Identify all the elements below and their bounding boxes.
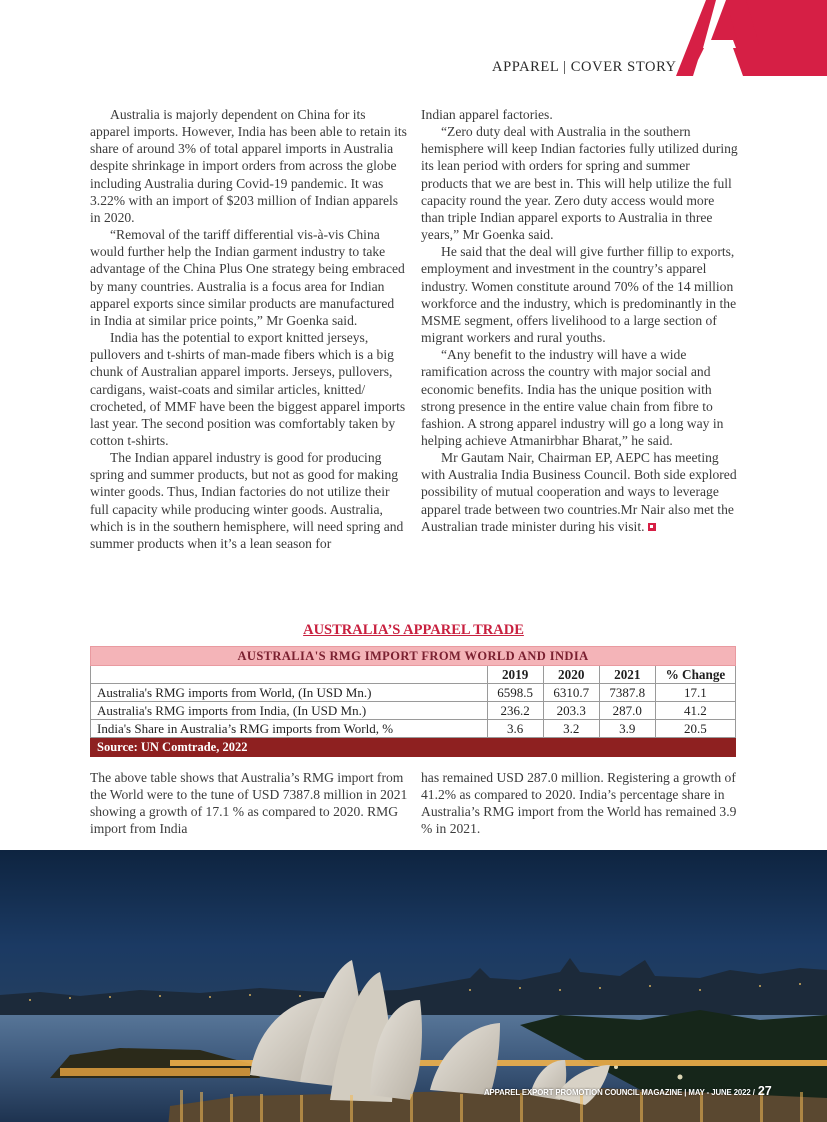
column-header-2021: 2021: [599, 666, 655, 684]
opera-house-photo: [0, 850, 827, 1122]
section-separator: |: [563, 59, 567, 75]
cell-2021: 287.0: [599, 702, 655, 720]
footer-issue: | MAY - JUNE 2022 /: [684, 1088, 755, 1097]
cell-2020: 3.2: [543, 720, 599, 738]
table-source-row: [91, 738, 736, 757]
cell-2020: 203.3: [543, 702, 599, 720]
table-header-row: [91, 666, 736, 684]
cell-change: 20.5: [655, 720, 735, 738]
paragraph: The Indian apparel industry is good for producing spring and summer products, but not as good for making winter goods. Thus, Indian factories do not utilize their full capacity while producing winter goods. Australia, which is in the southern hemisphere, will need spring and summer products when it’s a lean season for: [90, 450, 404, 551]
column-header-2020: 2020: [543, 666, 599, 684]
column-header-blank: [91, 666, 488, 684]
trade-table: [90, 646, 736, 757]
table-row: [91, 702, 736, 720]
column-header-change: % Change: [655, 666, 735, 684]
cell-2020: 6310.7: [543, 684, 599, 702]
cell-2019: 6598.5: [487, 684, 543, 702]
cell-2021: 3.9: [599, 720, 655, 738]
column-header-2019: 2019: [487, 666, 543, 684]
paragraph: He said that the deal will give further fillip to exports, employment and investment in the country’s apparel industry. Women constitute around 70% of the 14 million workforce and the industry, which is predominantly in the MSME segment, offers livelihood to a large section of migrant workers and rural youths.: [421, 244, 737, 346]
photo-illustration: [0, 850, 827, 1122]
cell-change: 41.2: [655, 702, 735, 720]
paragraph: “Any benefit to the industry will have a wide ramification across the country with major social and economic benefits. India has the unique position with strong presence in the entire value chain from fibre to fashion. A strong apparel industry will go a long way in helping achieve Atmanirbhar Bharat,” he said.: [421, 347, 724, 448]
table-row: [91, 684, 736, 702]
row-label: Australia's RMG imports from India, (In USD Mn.): [91, 702, 488, 720]
summary-right-column: [421, 769, 739, 838]
page-footer: [484, 1084, 772, 1098]
section-name: APPAREL: [492, 59, 559, 75]
paragraph-last: [421, 449, 739, 535]
cell-2021: 7387.8: [599, 684, 655, 702]
table-caption: AUSTRALIA'S RMG IMPORT FROM WORLD AND INDIA: [91, 647, 736, 666]
cell-2019: 3.6: [487, 720, 543, 738]
paragraph-continuation: Indian apparel factories.: [421, 107, 553, 122]
end-of-article-icon: [648, 523, 656, 531]
summary-paragraph: The above table shows that Australia’s RMG import from the World were to the tune of USD 7387.8 million in 2021 showing a growth of 17.1 % as compared to 2020. RMG import from India: [90, 770, 408, 837]
paragraph-text: Mr Gautam Nair, Chairman EP, AEPC has meeting with Australia India Business Council. Both side explored possibility of mutual cooperation and ways to leverage apparel trade between two countries.Mr Nair also met the Australian trade minister during his visit.: [421, 450, 737, 534]
paragraph: “Removal of the tariff differential vis-à-vis China would further help the Indian garment industry to take advantage of the China Plus One strategy being embraced by many countries. Australia is a focus area for Indian apparel exports since similar products are manufactured in India at similar price points,” Mr Goenka said.: [90, 227, 405, 328]
footer-magazine-name: APPAREL EXPORT PROMOTION COUNCIL MAGAZINE: [484, 1088, 683, 1097]
page-number: 27: [757, 1084, 772, 1098]
article-left-column: [90, 106, 408, 552]
section-label: [492, 59, 677, 76]
table-source: Source: UN Comtrade, 2022: [91, 738, 736, 757]
paragraph: “Zero duty deal with Australia in the southern hemisphere will keep Indian factories fully utilized during its lean period with orders for spring and summer products that we are best in. This will help utilize the full capacity round the year. Zero duty access would more than triple Indian apparel exports to Australia in three years,” Mr Goenka said.: [421, 124, 738, 243]
table-caption-row: [91, 647, 736, 666]
row-label: India's Share in Australia’s RMG imports from World, %: [91, 720, 488, 738]
cell-2019: 236.2: [487, 702, 543, 720]
row-label: Australia's RMG imports from World, (In USD Mn.): [91, 684, 488, 702]
article-right-column: [421, 106, 739, 535]
table-title: AUSTRALIA’S APPAREL TRADE: [303, 622, 524, 638]
paragraph: Australia is majorly dependent on China for its apparel imports. However, India has been able to retain its share of around 3% of total apparel imports in Australia despite shrinkage in import orders from across the globe including Australia during Covid-19 pandemic. It was 3.22% with an import of $203 million of Indian apparels in 2020.: [90, 107, 407, 225]
summary-paragraph: has remained USD 287.0 million. Registering a growth of 41.2% as compared to 2020. India’s percentage share in Australia’s RMG import from the World has remained 3.9 % in 2021.: [421, 770, 737, 837]
cell-change: 17.1: [655, 684, 735, 702]
subsection-name: COVER STORY: [570, 59, 677, 75]
paragraph: India has the potential to export knitted jerseys, pullovers and t-shirts of man-made fibers which is a big chunk of Australian apparel imports. Jerseys, pullovers, cardigans, waist-coats and similar articles, knitted/ crocheted, of MMF have been the biggest apparel imports last year. The second position was comfortably taken by cotton t-shirts.: [90, 330, 406, 448]
magazine-logo-a-icon: [676, 0, 827, 76]
summary-left-column: [90, 769, 408, 838]
table-row: [91, 720, 736, 738]
